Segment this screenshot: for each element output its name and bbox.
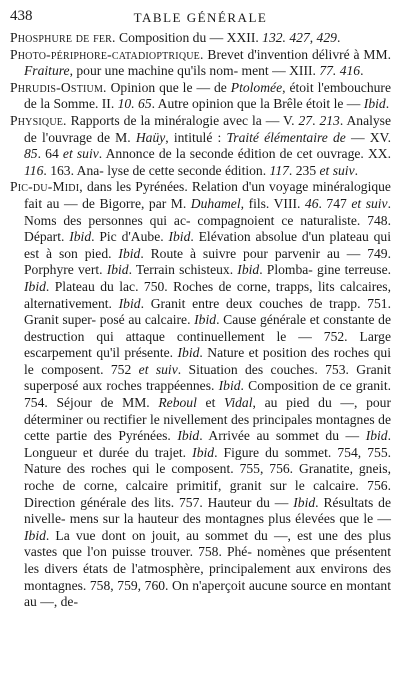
running-title: TABLE GÉNÉRALE	[133, 10, 268, 25]
entry-text: le —	[363, 511, 391, 527]
index-entry	[10, 47, 391, 80]
entry-text: . 163. Ana-	[43, 162, 104, 178]
entry-reference: 213	[319, 112, 340, 128]
entry-headword: Photo-périphore-catadioptrique.	[10, 46, 204, 62]
entry-headword: Phosphure de fer.	[10, 30, 116, 45]
entry-text: . Situation des	[177, 361, 264, 377]
entry-text: ,	[309, 30, 314, 45]
entry-text: d'Aube.	[121, 229, 169, 245]
entry-reference: 132. 427	[262, 30, 310, 45]
entry-text: . Autre opinion	[151, 96, 234, 112]
entry-text: .	[360, 63, 364, 79]
entry-reference: Ibid	[237, 262, 260, 278]
entry-text: rectifier le nivellement des principales montagnes de	[103, 411, 392, 427]
entry-text: . Nature et position des	[199, 345, 330, 361]
entry-text: couches. 753. Granit superposé aux roches trappéennes.	[24, 361, 391, 394]
entry-reference: et suiv	[351, 195, 388, 211]
entry-text: Composition du — XXII.	[119, 30, 263, 45]
entry-text: seconde édition de cet ouvrage. XX.	[189, 146, 392, 162]
entry-reference: Vidal	[224, 395, 253, 411]
entry-text: , intitulé :	[165, 129, 227, 145]
entry-reference: Ibid	[177, 428, 200, 444]
entry-text: . Résultats de nivelle-	[24, 494, 391, 527]
entry-text: que la Brêle étoit le —	[236, 96, 364, 112]
entry-text: escarpement qu'il présente.	[24, 345, 178, 361]
entry-text: . Analyse de l'ouvrage de M.	[24, 112, 391, 145]
entry-reference: 429	[316, 30, 337, 45]
entry-text: . Cause générale et constante de	[216, 312, 392, 328]
entry-text: . 747	[318, 195, 352, 211]
entry-text: Porphyre vert.	[24, 262, 107, 278]
entry-text: Opinion que le — de	[110, 79, 231, 95]
index-entry	[10, 113, 391, 179]
entry-text: Granit entre deux couches de trapp. 751. Granit super-	[24, 295, 391, 328]
entry-reference: élémentaire de	[264, 129, 346, 145]
entry-reference: Ptolomée	[230, 79, 283, 95]
entry-reference: Ibid	[168, 229, 191, 245]
entry-reference: 27	[298, 112, 313, 128]
entry-reference: Ibid	[118, 245, 141, 261]
entry-text: Brevet d'invention	[207, 46, 309, 62]
entry-reference: 77. 416	[319, 63, 361, 79]
entry-text: destruction qui attaque continuellement le — 752. Large	[24, 328, 391, 344]
entry-text: .	[140, 295, 144, 311]
entry-text: Rapports de la minéralogie avec la — V.	[70, 112, 299, 128]
entry-text: 760. On n'aperçoit aucune source en montant au —, de-	[24, 577, 391, 610]
entry-text: . Route à suivre pour parvenir au — 749.	[140, 245, 392, 261]
entry-text: fils. VIII.	[248, 195, 305, 211]
entry-reference: 85	[24, 146, 38, 162]
entry-reference: 46	[304, 195, 319, 211]
index-entries	[10, 30, 391, 611]
entry-reference: Traité	[226, 129, 259, 145]
index-entry	[10, 80, 391, 113]
entry-text: ment — XIII.	[241, 63, 320, 79]
entry-text: . 64	[37, 146, 63, 162]
entry-reference: et suiv	[62, 146, 99, 162]
entry-text: . Elévation absolue d'un plateau qui est à	[24, 229, 391, 261]
entry-text: .	[312, 112, 316, 128]
entry-text: . Pic	[91, 229, 117, 245]
entry-text: corne, trapps, lits calcaires, alternativement.	[24, 278, 391, 311]
entry-text: . Figure du	[214, 444, 279, 460]
entry-reference: Duhamel	[190, 195, 241, 211]
entry-reference: Ibid	[192, 444, 215, 460]
entry-text: gine terreuse.	[317, 262, 391, 278]
entry-reference: et suiv	[138, 361, 178, 377]
entry-text: , au pied du —, pour déterminer ou	[24, 395, 391, 427]
entry-text: . Longueur et durée du trajet.	[24, 428, 391, 460]
entry-text: — XV.	[345, 129, 392, 145]
entry-text: dans les Pyrénées. Relation d'un voyage	[86, 179, 309, 195]
entry-reference: Ibid	[24, 527, 46, 543]
index-entry	[10, 179, 391, 610]
entry-text: ,	[240, 195, 245, 211]
entry-text: . Composition de ce granit. 754. Séjour de MM.	[24, 378, 391, 411]
entry-reference: Ibid	[363, 96, 386, 112]
page-header	[10, 8, 391, 30]
entry-headword: Pic-du-Midi,	[10, 179, 83, 195]
entry-reference: Ibid	[293, 494, 316, 510]
entry-reference: Ibid	[24, 278, 46, 294]
entry-text: une des plus vastes que l'on puisse trouver. 758. Phé-	[24, 527, 391, 560]
entry-text: l'embouchure de la Somme. II.	[24, 79, 391, 112]
entry-text: .	[336, 30, 341, 45]
entry-text: son pied.	[58, 245, 119, 261]
entry-text: lyse de cette seconde édition.	[107, 162, 270, 178]
entry-text: sommet. 754, 755. Nature des roches qui le composent.	[24, 444, 392, 477]
entry-text: . Terrain schisteux.	[128, 262, 238, 278]
entry-reference: 10. 65	[117, 96, 152, 112]
entry-text: , pour une machine qu'ils nom-	[69, 63, 239, 79]
entry-reference: Ibid	[118, 295, 141, 311]
entry-reference: 116	[24, 162, 44, 178]
entry-text: 755, 756. Granatite, gneis, roche de corne, calcaire	[24, 461, 391, 494]
index-entry	[10, 30, 391, 47]
entry-headword: Physique.	[10, 112, 67, 128]
entry-text: , étoit	[282, 79, 314, 95]
entry-text: . Plomba-	[259, 262, 313, 278]
entry-text: . Noms des personnes qui ac-	[24, 195, 391, 228]
entry-reference: Ibid	[194, 312, 217, 328]
entry-reference: Ibid	[218, 378, 241, 394]
entry-reference: Ibid	[106, 262, 129, 278]
entry-reference: Fraiture	[24, 63, 70, 79]
entry-headword: Phrudis-Ostium.	[10, 79, 107, 95]
page-number: 438	[10, 8, 33, 24]
entry-text: primitif, granit sur le calcaire. 756. Direction générale	[24, 478, 391, 510]
entry-text: mens sur la hauteur des montagnes plus élevées que	[69, 511, 360, 527]
entry-text: cette partie des Pyrénées.	[24, 428, 178, 444]
entry-text: principalement aux environs des montagnes. 758, 759,	[24, 561, 391, 593]
entry-text: .	[385, 96, 390, 112]
entry-reference: 117	[269, 162, 289, 178]
entry-text: des lits. 757. Hauteur du —	[131, 494, 294, 510]
entry-text: .	[354, 162, 359, 178]
entry-text: compagnoient ce naturaliste. 748. Départ.	[24, 212, 391, 245]
entry-text: . Arrivée au sommet du —	[199, 428, 360, 444]
entry-text: et	[196, 395, 225, 411]
entry-text: posé au calcaire.	[99, 312, 195, 328]
entry-reference: Ibid	[365, 428, 388, 444]
entry-reference: Reboul	[158, 395, 197, 411]
entry-text: . La vue dont on jouit, au sommet du —, est	[45, 527, 313, 543]
entry-text: . Annonce de la	[98, 146, 186, 162]
entry-text: roches qui le composent. 752	[24, 345, 391, 377]
entry-reference: Haüy	[135, 129, 166, 145]
entry-reference: Ibid	[177, 345, 200, 361]
entry-reference: Ibid	[69, 229, 92, 245]
entry-text: . 235	[288, 162, 320, 178]
entry-text: . Plateau du lac. 750. Roches de	[45, 278, 232, 294]
entry-text: délivré à MM.	[311, 46, 391, 62]
entry-reference: et suiv	[319, 162, 355, 178]
entry-text: nomènes que présentent les divers états de l'atmosphère,	[24, 544, 391, 576]
entry-text: minéralogique fait au — de Bigorre, par M.	[24, 179, 391, 211]
